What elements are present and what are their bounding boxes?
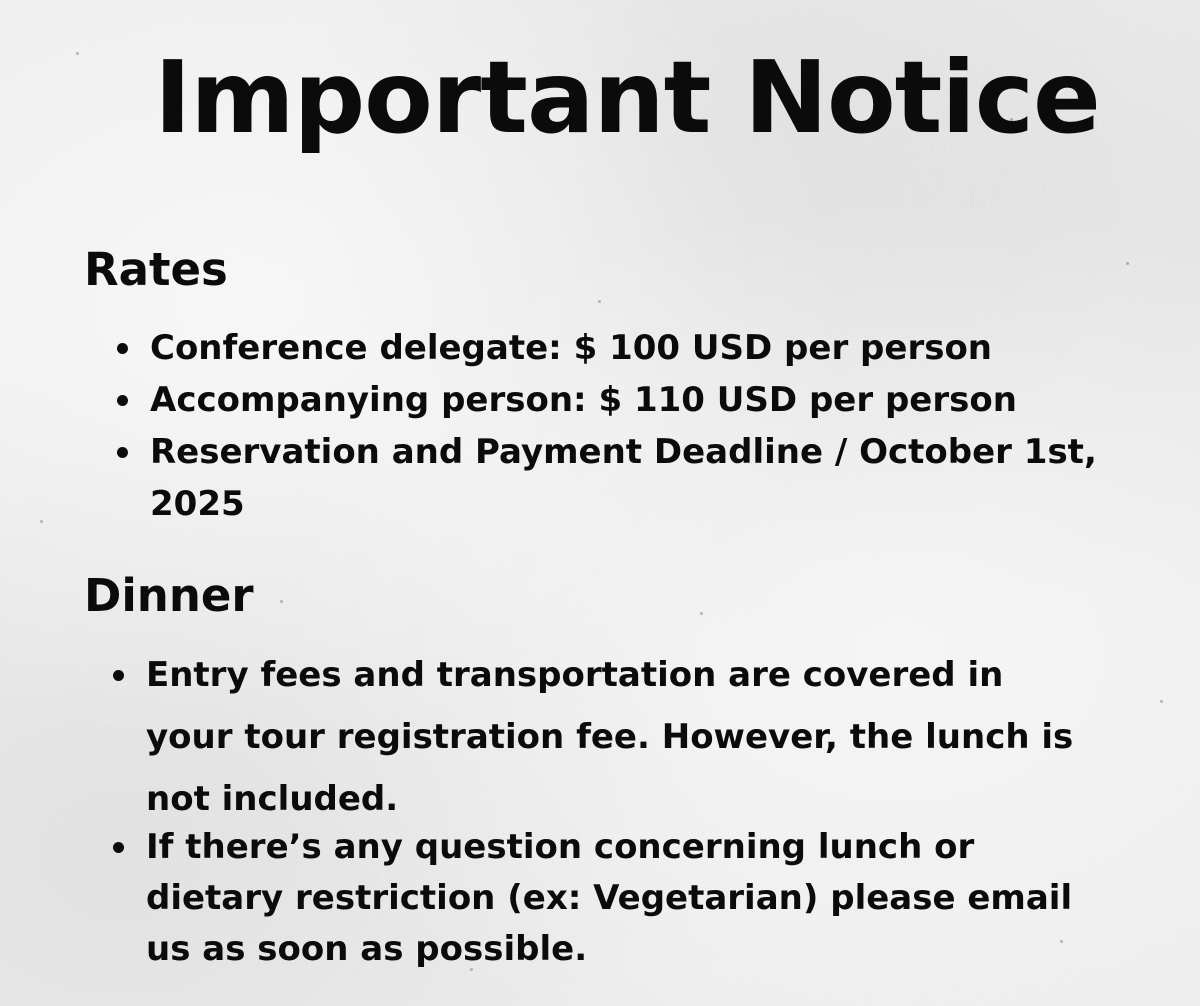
rate-item-conference-delegate: Conference delegate: $ 100 USD per person [150,322,1140,374]
paper-speck [1160,700,1163,703]
page-title: Important Notice [154,39,1100,156]
paper-speck [1126,262,1129,265]
paper-speck [700,612,703,615]
rates-list [150,322,1140,530]
dinner-list [146,644,1076,830]
rates-heading: Rates [84,243,228,296]
dinner-list-continued [146,822,1116,975]
dinner-heading: Dinner [84,569,254,622]
paper-speck [598,300,601,303]
rate-item-deadline: Reservation and Payment Deadline / October 1st, 2025 [150,426,1140,530]
paper-speck [40,520,43,523]
dinner-item-dietary: If there’s any question concerning lunch or dietary restriction (ex: Vegetarian) please email us as soon as possible. [146,822,1116,975]
rate-item-accompanying-person: Accompanying person: $ 110 USD per person [150,374,1140,426]
paper-speck [280,600,283,603]
dinner-item-fees: Entry fees and transportation are covered in your tour registration fee. However, the lunch is not included. [146,644,1076,830]
